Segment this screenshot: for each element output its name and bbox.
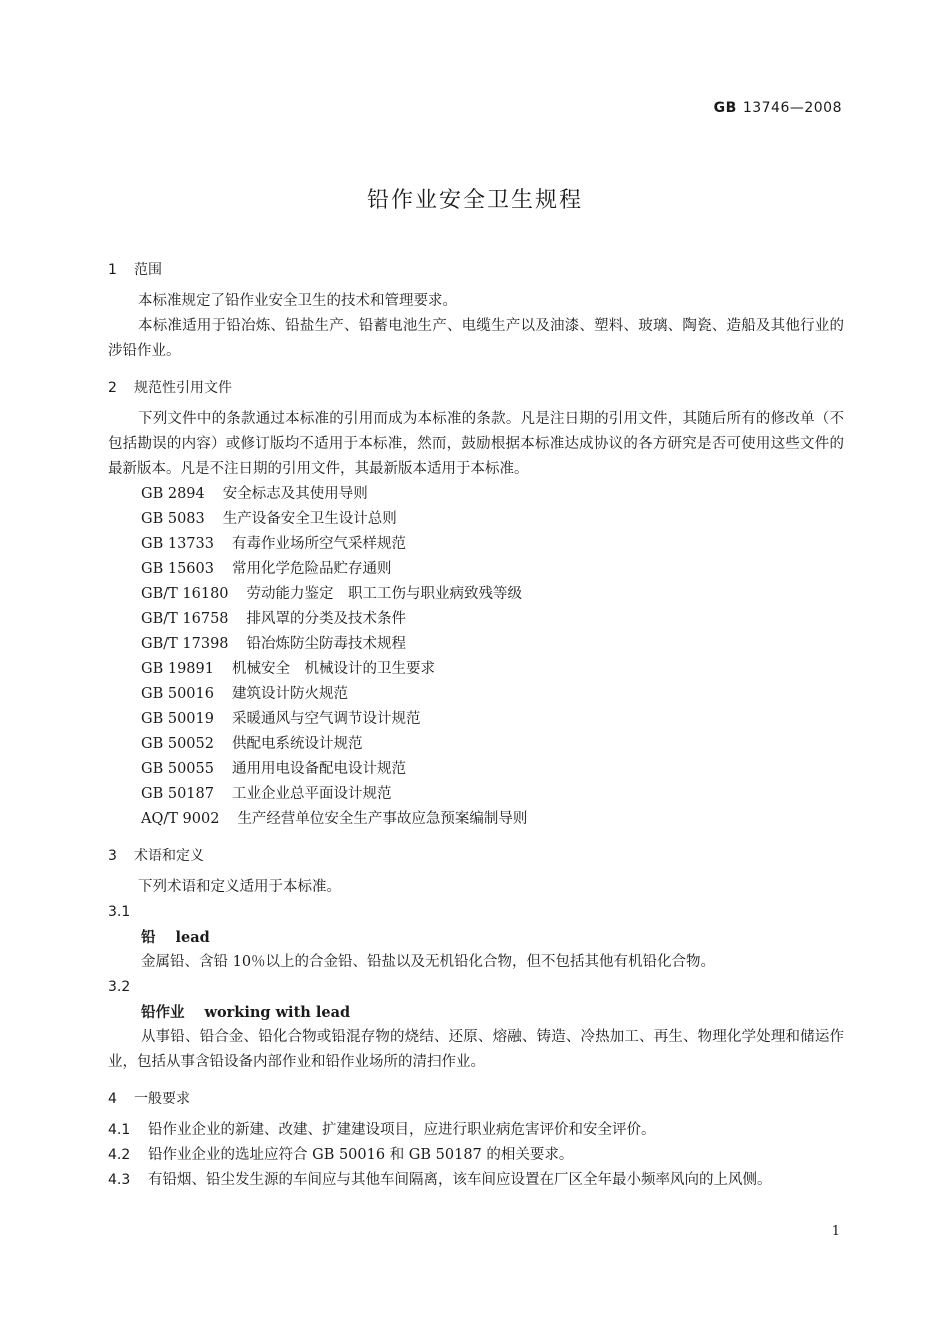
- reference-item: GB 50016 建筑设计防火规范: [141, 686, 348, 702]
- reference-item: GB 5083 生产设备安全卫生设计总则: [141, 511, 397, 527]
- term-name: 铅 lead: [141, 929, 210, 946]
- reference-item: GB 13733 有毒作业场所空气采样规范: [141, 536, 406, 552]
- section-1-heading: 1 范围: [108, 262, 162, 278]
- reference-item: GB 15603 常用化学危险品贮存通则: [141, 561, 392, 577]
- paragraph: 下列术语和定义适用于本标准。: [138, 879, 341, 895]
- reference-item: AQ/T 9002 生产经营单位安全生产事故应急预案编制导则: [141, 811, 528, 827]
- paragraph: 本标准规定了铅作业安全卫生的技术和管理要求。: [138, 293, 457, 309]
- term-name: 铅作业 working with lead: [141, 1004, 351, 1021]
- term-number: 3.1: [108, 904, 131, 920]
- reference-item: GB 50187 工业企业总平面设计规范: [141, 786, 392, 802]
- clause: 4.1 铅作业企业的新建、改建、扩建建设项目，应进行职业病危害评价和安全评价。: [108, 1122, 656, 1138]
- section-2-heading: 2 规范性引用文件: [108, 380, 232, 396]
- reference-item: GB/T 16758 排风罩的分类及技术条件: [141, 611, 407, 627]
- term-definition: 从事铅、铅合金、铅化合物或铅混存物的烧结、还原、熔融、铸造、冷热加工、再生、物理化学处理和储运作业，包括从事含铅设备内部作业和铅作业场所的清扫作业。: [108, 1029, 844, 1070]
- page-number: 1: [831, 1224, 840, 1239]
- paragraph: 下列文件中的条款通过本标准的引用而成为本标准的条款。凡是注日期的引用文件，其随后所有的修改单（不包括勘误的内容）或修订版均不适用于本标准，然而，鼓励根据本标准达成协议的各方研究是否可使用这些文件的最新版本。凡是不注日期的引用文件，其最新版本适用于本标准。: [108, 411, 844, 477]
- standard-prefix: GB: [713, 100, 737, 116]
- standard-code: 13746—2008: [742, 100, 842, 116]
- standard-number: [714, 100, 842, 116]
- clause: 4.2 铅作业企业的选址应符合 GB 50016 和 GB 50187 的相关要求。: [108, 1147, 574, 1163]
- reference-item: GB 50019 采暖通风与空气调节设计规范: [141, 711, 421, 727]
- reference-item: GB/T 17398 铅冶炼防尘防毒技术规程: [141, 636, 407, 652]
- reference-item: GB/T 16180 劳动能力鉴定 职工工伤与职业病致残等级: [141, 586, 523, 602]
- document-body: [108, 258, 844, 1193]
- clause: 4.3 有铅烟、铅尘发生源的车间应与其他车间隔离，该车间应设置在厂区全年最小频率风向的上风侧。: [108, 1172, 772, 1188]
- section-4-heading: 4 一般要求: [108, 1091, 190, 1107]
- term-number: 3.2: [108, 979, 131, 995]
- reference-item: GB 2894 安全标志及其使用导则: [141, 486, 368, 502]
- reference-list: [108, 482, 844, 832]
- paragraph: 本标准适用于铅冶炼、铅盐生产、铅蓄电池生产、电缆生产以及油漆、塑料、玻璃、陶瓷、造船及其他行业的涉铅作业。: [108, 318, 844, 359]
- reference-item: GB 50052 供配电系统设计规范: [141, 736, 363, 752]
- reference-item: GB 50055 通用用电设备配电设计规范: [141, 761, 406, 777]
- term-definition: 金属铅、含铅 10％以上的合金铅、铅盐以及无机铅化合物，但不包括其他有机铅化合物。: [141, 954, 716, 970]
- section-3-heading: 3 术语和定义: [108, 848, 204, 864]
- reference-item: GB 19891 机械安全 机械设计的卫生要求: [141, 661, 435, 677]
- document-title: 铅作业安全卫生规程: [366, 188, 583, 213]
